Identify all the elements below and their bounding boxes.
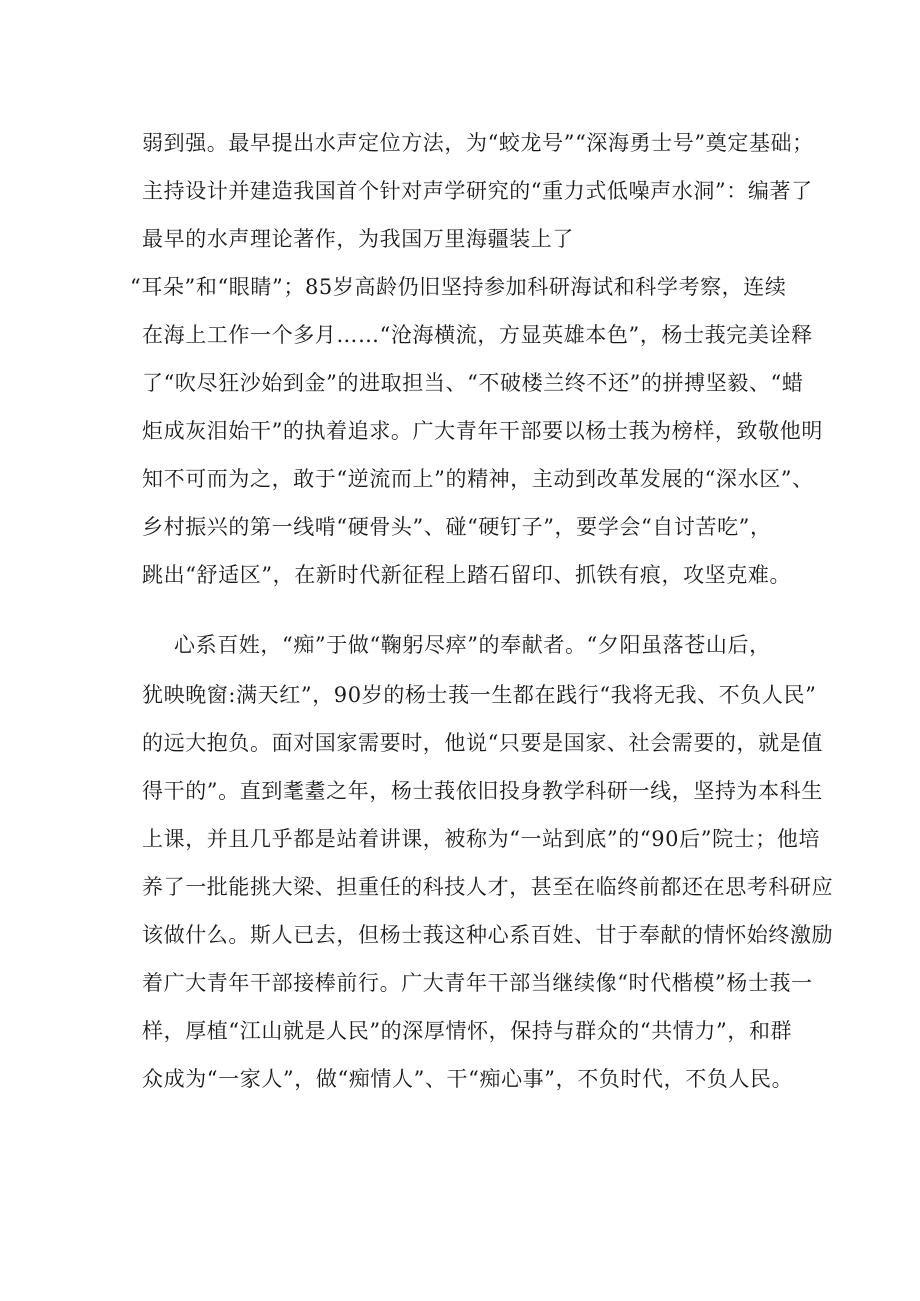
text-line: 弱到强。最早提出水声定位方法，为“蛟龙号”“深海勇士号”奠定基础； — [142, 131, 814, 155]
text-line: 跳出“舒适区”，在新时代新征程上踏石留印、抓铁有痕，攻坚克难。 — [142, 563, 792, 587]
text-line: 样，厚植“江山就是人民”的深厚情怀，保持与群众的“共情力”，和群 — [142, 1019, 793, 1043]
text-line: 的远大抱负。面对国家需要时，他说“只要是国家、社会需要的，就是值 — [142, 731, 823, 755]
text-line: 知不可而为之，敢于“逆流而上”的精神，主动到改革发展的“深水区”、 — [142, 467, 814, 491]
text-line: 心系百姓，“痴”于做“鞠躬尽瘁”的奉献者。“夕阳虽落苍山后， — [174, 633, 771, 657]
text-line: 养了一批能挑大梁、担重任的科技人才，甚至在临终前都还在思考科研应 — [142, 875, 834, 899]
text-line: 着广大青年干部接棒前行。广大青年干部当继续像“时代楷模”杨士莪一 — [142, 971, 813, 995]
text-line: 在海上工作一个多月……“沧海横流，方显英雄本色”，杨士莪完美诠释 — [142, 323, 813, 347]
text-line: 主持设计并建造我国首个针对声学研究的“重力式低噪声水洞”：编著了 — [142, 179, 813, 203]
text-line: 众成为“一家人”，做“痴情人”、干“痴心事”，不负时代，不负人民。 — [142, 1067, 794, 1091]
text-line: 犹映晚窗:满天红”，90岁的杨士莪一生都在践行“我将无我、不负人民” — [142, 683, 817, 707]
text-line: 炬成灰泪始干”的执着追求。广大青年干部要以杨士莪为榜样，致敬他明 — [142, 419, 823, 443]
text-line: 最早的水声理论著作，为我国万里海疆装上了 — [142, 227, 574, 251]
text-line: 上课，并且几乎都是站着讲课，被称为“一站到底”的“90后”院士；他培 — [142, 827, 821, 851]
text-line: “耳朵”和“眼睛”；85岁高龄仍旧坚持参加科研海试和科学考察，连续 — [130, 275, 787, 299]
text-line: 得干的”。直到耄耋之年，杨士莪依旧投身教学科研一线，坚持为本科生 — [142, 779, 823, 803]
text-line: 乡村振兴的第一线啃“硬骨头”、碰“硬钉子”，要学会“自讨苦吃”， — [142, 515, 772, 539]
text-line: 了“吹尽狂沙始到金”的进取担当、“不破楼兰终不还”的拼搏坚毅、“蜡 — [142, 371, 804, 395]
text-line: 该做什么。斯人已去，但杨士莪这种心系百姓、甘于奉献的情怀始终激励 — [142, 923, 834, 947]
